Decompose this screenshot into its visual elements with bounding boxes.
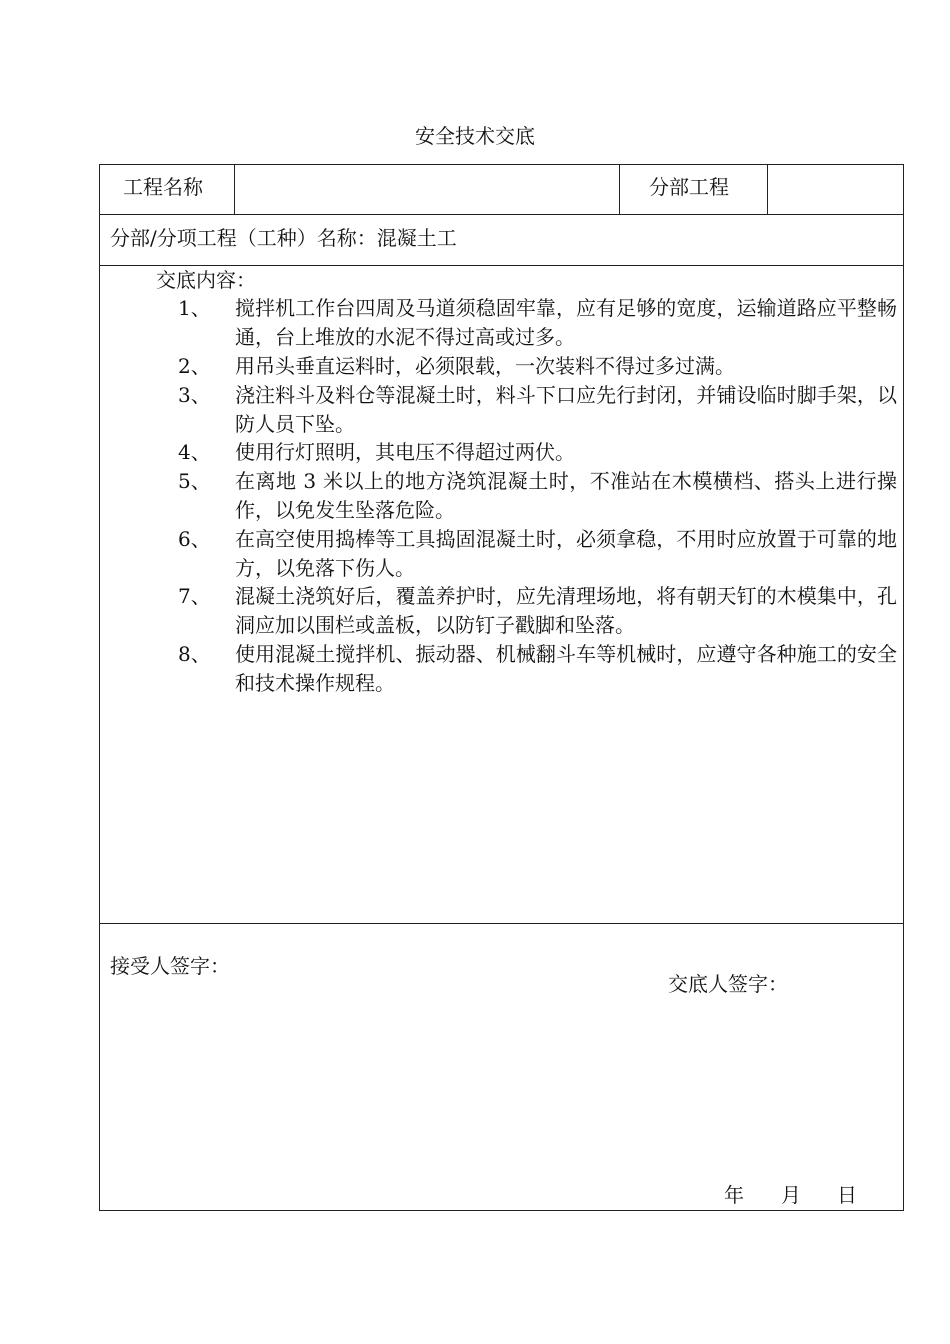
- subproject-name: 分部/分项工程（工种）名称：混凝土工: [110, 226, 457, 250]
- cell-divider: [234, 165, 235, 214]
- content-label: 交底内容：: [156, 268, 256, 292]
- date-day: 日: [837, 1183, 857, 1207]
- item-number: 1、: [178, 296, 211, 320]
- item-number: 6、: [178, 527, 211, 551]
- giver-signature-label: 交底人签字：: [668, 972, 788, 996]
- item-text: 搅拌机工作台四周及马道须稳固牢靠，应有足够的宽度，运输道路应平整畅通，台上堆放的水泥不得过高或过多。: [235, 296, 897, 349]
- item-text: 浇注料斗及料仓等混凝土时，料斗下口应先行封闭，并铺设临时脚手架，以防人员下坠。: [235, 383, 897, 436]
- item-text: 在离地 3 米以上的地方浇筑混凝土时，不准站在木模横档、搭头上进行操作，以免发生坠落危险。: [235, 469, 897, 522]
- item-text: 使用混凝土搅拌机、振动器、机械翻斗车等机械时，应遵守各种施工的安全和技术操作规程。: [235, 642, 897, 695]
- cell-divider: [767, 165, 768, 214]
- cell-divider: [619, 165, 620, 214]
- page-title: 安全技术交底: [415, 124, 535, 148]
- item-text: 使用行灯照明，其电压不得超过两伏。: [235, 440, 575, 464]
- item-number: 4、: [178, 440, 211, 464]
- receiver-signature-label: 接受人签字：: [110, 954, 230, 978]
- item-text: 用吊头垂直运料时，必须限载，一次装料不得过多过满。: [235, 354, 735, 378]
- item-number: 7、: [178, 584, 211, 608]
- item-number: 5、: [178, 469, 211, 493]
- item-text: 在高空使用捣棒等工具捣固混凝土时，必须拿稳，不用时应放置于可靠的地方，以免落下伤人。: [235, 527, 897, 580]
- project-name-label: 工程名称: [123, 175, 203, 199]
- row-divider: [100, 923, 903, 924]
- row-divider: [100, 214, 903, 215]
- item-text: 混凝土浇筑好后，覆盖养护时，应先清理场地，将有朝天钉的木模集中，孔洞应加以围栏或盖板，以防钉子戳脚和坠落。: [235, 584, 897, 637]
- disclosure-form-table: [99, 164, 904, 1211]
- item-number: 2、: [178, 354, 211, 378]
- item-number: 8、: [178, 642, 211, 666]
- date-month: 月: [781, 1183, 801, 1207]
- division-label: 分部工程: [649, 175, 729, 199]
- item-number: 3、: [178, 383, 211, 407]
- date-year: 年: [724, 1183, 744, 1207]
